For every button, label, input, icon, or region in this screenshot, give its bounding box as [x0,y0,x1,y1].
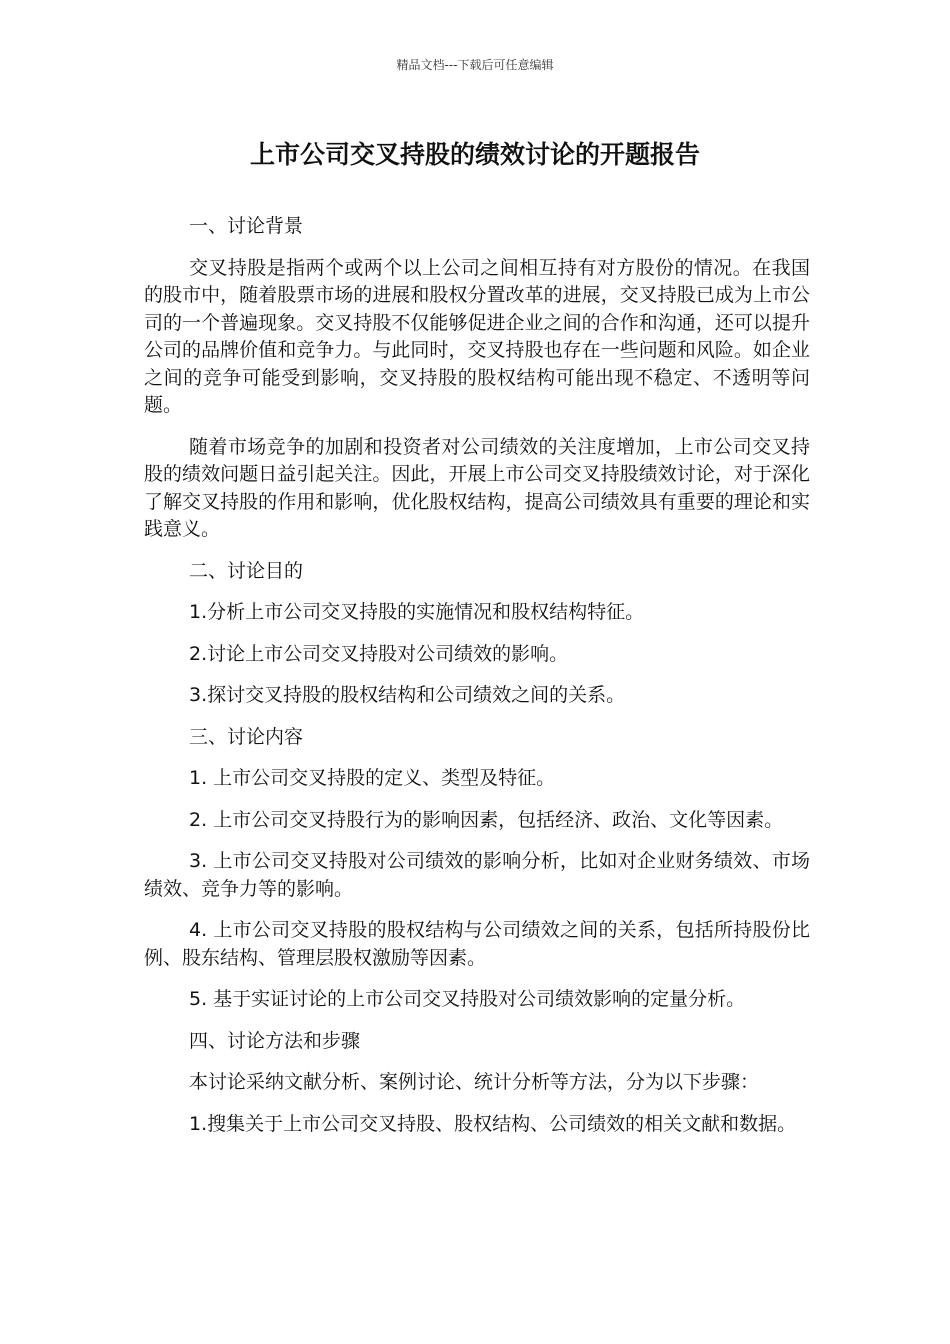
section-heading-content: 三、讨论内容 [189,725,304,748]
content-item-4: 4. 上市公司交叉持股的股权结构与公司绩效之间的关系，包括所持股份比例、股东结构、管理层股权激励等因素。 [144,919,810,969]
paragraph-background-1: 交叉持股是指两个或两个以上公司之间相互持有对方股份的情况。在我国的股市中，随着股票市场的进展和股权分置改革的进展，交叉持股已成为上市公司的一个普遍现象。交叉持股不仅能够促进企业之间的合作和沟通，还可以提升公司的品牌价值和竞争力。与此同时，交叉持股也存在一些问题和风险。如企业之间的竞争可能受到影响，交叉持股的股权结构可能出现不稳定、不透明等问题。 [144,256,810,416]
content-item-3: 3. 上市公司交叉持股对公司绩效的影响分析，比如对企业财务绩效、市场绩效、竞争力等的影响。 [144,850,810,900]
purpose-item-2: 2.讨论上市公司交叉持股对公司绩效的影响。 [189,642,569,665]
section-heading-methods: 四、讨论方法和步骤 [189,1029,361,1052]
section-heading-background: 一、讨论背景 [189,215,304,237]
document-title: 上市公司交叉持股的绩效讨论的开题报告 [249,140,700,169]
section-heading-purpose: 二、讨论目的 [189,559,304,582]
content-item-2: 2. 上市公司交叉持股行为的影响因素，包括经济、政治、文化等因素。 [189,808,784,831]
content-item-1: 1. 上市公司交叉持股的定义、类型及特征。 [189,767,556,789]
page-header: 精品文档---下载后可任意编辑 [396,58,554,72]
content-item-5: 5. 基于实证讨论的上市公司交叉持股对公司绩效影响的定量分析。 [189,988,746,1010]
methods-step-1: 1.搜集关于上市公司交叉持股、股权结构、公司绩效的相关文献和数据。 [189,1112,797,1135]
purpose-item-3: 3.探讨交叉持股的股权结构和公司绩效之间的关系。 [189,684,626,706]
paragraph-background-2: 随着市场竞争的加剧和投资者对公司绩效的关注度增加，上市公司交叉持股的绩效问题日益引起关注。因此，开展上市公司交叉持股绩效讨论，对于深化了解交叉持股的作用和影响，优化股权结构，提高公司绩效具有重要的理论和实践意义。 [144,435,810,540]
purpose-item-1: 1.分析上市公司交叉持股的实施情况和股权结构特征。 [189,601,645,623]
document-body [144,213,810,1152]
methods-intro: 本讨论采纳文献分析、案例讨论、统计分析等方法，分为以下步骤： [189,1071,760,1093]
